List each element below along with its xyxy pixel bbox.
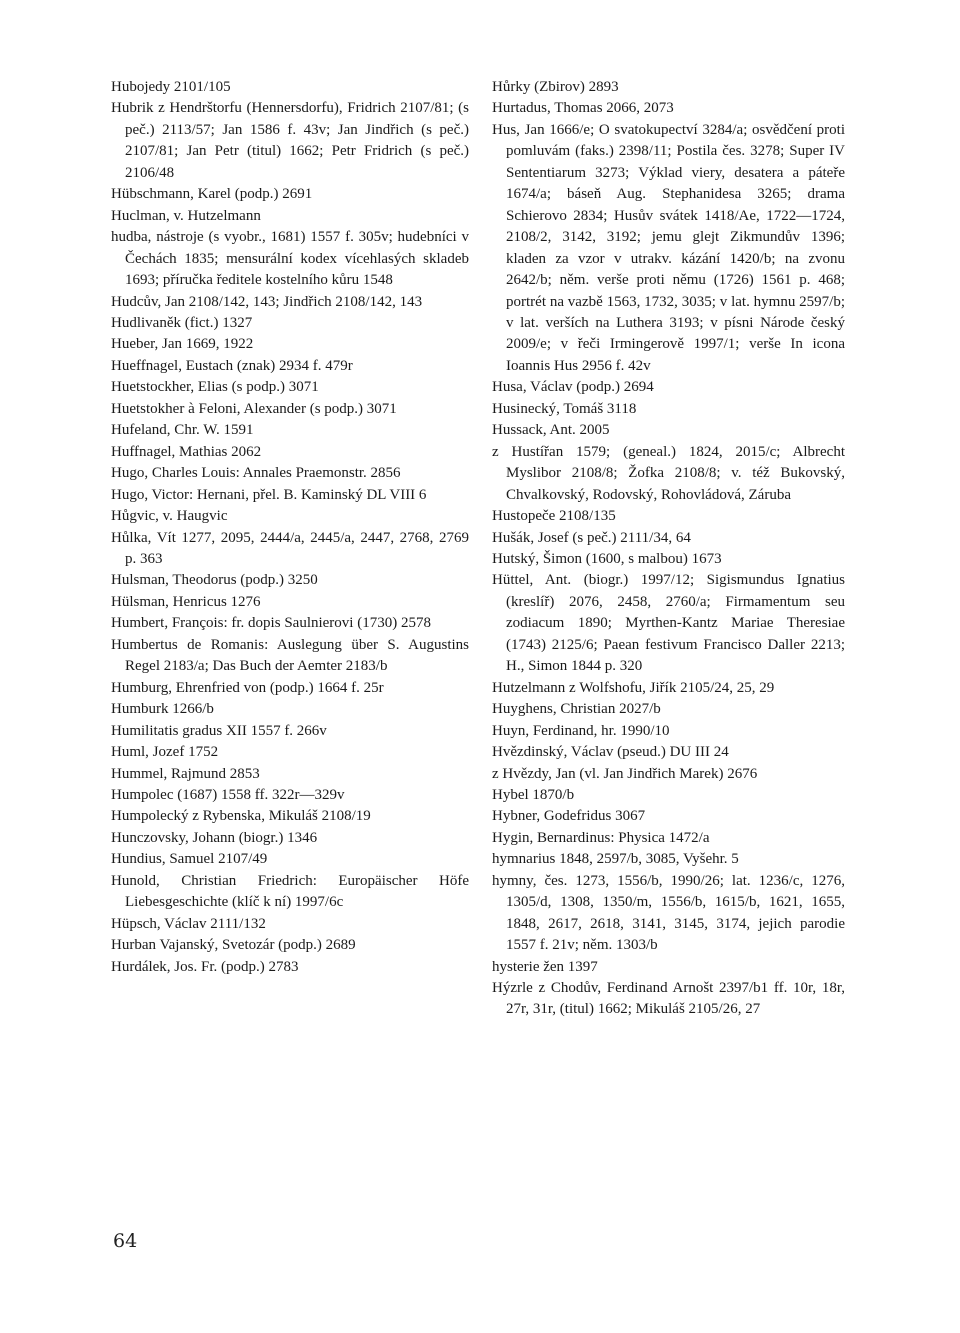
index-entry: Hüttel, Ant. (biogr.) 1997/12; Sigismundus Ignatius (kreslíř) 2076, 2458, 2760/a; Firmamentum seu zodiacum 1890; Myrthen-Kantz Mariae Theresiae (1743) 2125/6; Paean festivum Francisco Daller 2213; H., Simon 1844 p. 320 <box>492 572 845 675</box>
index-entry: Huml, Jozef 1752 <box>111 744 219 761</box>
index-entry: Humilitatis gradus XII 1557 f. 266v <box>111 722 327 739</box>
index-entry: Hülsman, Henricus 1276 <box>111 593 261 610</box>
index-entry: Hufeland, Chr. W. 1591 <box>111 422 254 439</box>
index-entry: Huyn, Ferdinand, hr. 1990/10 <box>492 722 670 739</box>
index-entry: hysterie žen 1397 <box>492 958 598 975</box>
index-entry: Hůgvic, v. Haugvic <box>111 508 228 525</box>
index-entry: Hueffnagel, Eustach (znak) 2934 f. 479r <box>111 357 353 374</box>
index-entry: Hundius, Samuel 2107/49 <box>111 851 268 868</box>
right-column <box>492 77 845 1021</box>
index-entry: Humpolec (1687) 1558 ff. 322r—329v <box>111 786 345 803</box>
index-entry: Hugo, Victor: Hernani, přel. B. Kaminský DL VIII 6 <box>111 486 427 503</box>
index-entry: Hygin, Bernardinus: Physica 1472/a <box>492 829 710 846</box>
index-entry: Hunold, Christian Friedrich: Europäischer Höfe Liebesgeschichte (klíč k ní) 1997/6c <box>111 872 469 911</box>
index-entry: Huetstokher à Feloni, Alexander (s podp.) 3071 <box>111 400 397 417</box>
index-entry: Hybner, Godefridus 3067 <box>492 808 646 825</box>
index-entry: Hurtadus, Thomas 2066, 2073 <box>492 100 674 117</box>
left-column <box>111 77 469 978</box>
index-entry: hymny, čes. 1273, 1556/b, 1990/26; lat. 1236/c, 1276, 1305/d, 1308, 1350/m, 1556/b, 1615/b, 1621, 1655, 1848, 2617, 2618, 3141, 3145, 3174, jejich parodie 1557 f. 21v; něm. 1303/b <box>492 872 845 954</box>
index-entry: Hurban Vajanský, Svetozár (podp.) 2689 <box>111 937 356 954</box>
index-entry: Hubojedy 2101/105 <box>111 79 231 95</box>
index-entry: Hussack, Ant. 2005 <box>492 422 610 439</box>
index-entry: Hutzelmann z Wolfshofu, Jiřík 2105/24, 25, 29 <box>492 679 775 696</box>
index-entry: Hubrik z Hendrštorfu (Hennersdorfu), Fridrich 2107/81; (s peč.) 2113/57; Jan 1586 f. 43v; Jan Jindřich (s peč.) 2107/81; Jan Petr (titul) 1662; Petr Fridrich (s peč.) 2106/48 <box>111 100 469 181</box>
index-entry: Hueber, Jan 1669, 1922 <box>111 336 254 353</box>
index-entry: Hýzrle z Chodův, Ferdinand Arnošt 2397/b1 ff. 10r, 18r, 27r, 31r, (titul) 1662; Mikuláš 2105/26, 27 <box>492 980 845 1018</box>
index-entry: Hulsman, Theodorus (podp.) 3250 <box>111 572 318 589</box>
index-entry: Humburk 1266/b <box>111 701 214 718</box>
index-entry: Hüpsch, Václav 2111/132 <box>111 915 266 932</box>
index-entry: Huyghens, Christian 2027/b <box>492 701 661 718</box>
index-entry: Husinecký, Tomáš 3118 <box>492 400 637 417</box>
index-entry: Humbert, François: fr. dopis Saulnierovi (1730) 2578 <box>111 615 431 632</box>
index-entry: Humpolecký z Rybenska, Mikuláš 2108/19 <box>111 808 371 825</box>
index-entry: Hübschmann, Karel (podp.) 2691 <box>111 186 313 203</box>
index-entry: Hunczovsky, Johann (biogr.) 1346 <box>111 829 318 846</box>
index-entry: Hůlka, Vít 1277, 2095, 2444/a, 2445/a, 2447, 2768, 2769 p. 363 <box>111 529 469 567</box>
index-entry: Hušák, Josef (s peč.) 2111/34, 64 <box>492 529 691 546</box>
index-entry: Hugo, Charles Louis: Annales Praemonstr. 2856 <box>111 465 401 482</box>
index-entry: Hybel 1870/b <box>492 786 575 803</box>
index-entry: Hudcův, Jan 2108/142, 143; Jindřich 2108/142, 143 <box>111 293 423 310</box>
index-entry: z Hvězdy, Jan (vl. Jan Jindřich Marek) 2676 <box>492 765 758 782</box>
page-number: 64 <box>113 1230 138 1252</box>
index-entry: Hummel, Rajmund 2853 <box>111 765 260 782</box>
index-entry: Humburg, Ehrenfried von (podp.) 1664 f. 25r <box>111 679 384 696</box>
index-entry: Hustopeče 2108/135 <box>492 508 616 525</box>
index-entry: hudba, nástroje (s vyobr., 1681) 1557 f. 305v; hudebníci v Čechách 1835; mensurální kodex vícehlasých skladeb 1693; příručka ředitele kostelního kůru 1548 <box>111 229 469 289</box>
index-entry: z Hustířan 1579; (geneal.) 1824, 2015/c; Albrecht Myslibor 2108/8; Žofka 2108/8; v. též Bukovský, Chvalkovský, Rodovský, Rohovládová, Záruba <box>492 443 845 503</box>
index-entry: Huetstockher, Elias (s podp.) 3071 <box>111 379 319 396</box>
index-entry: Hvězdinský, Václav (pseud.) DU III 24 <box>492 744 729 761</box>
index-entry: Hůrky (Zbirov) 2893 <box>492 79 619 95</box>
index-entry: Huclman, v. Hutzelmann <box>111 207 261 224</box>
index-entry: Hus, Jan 1666/e; O svatokupectví 3284/a; osvědčení proti pomluvám (faks.) 2398/11; Postila čes. 3278; Super IV Sententiarum 3273; Výklad viery, desatera a páteře 1674/a; báseň Aug. Stephanidesa 3265; drama Schierovo 2834; Husův svátek 1418/Ae, 1722—1724, 2108/2, 3142, 3192; jemu glejt Zikmundův 1396; kladen za vzor v utrakv. kázání 1420/b; na zvonu 2642/b; něm. verše proti němu (1726) 1561 p. 468; portrét na vazbě 1563, 1732, 3035; v lat. hymnu 2597/b; v lat. verších na Luthera 3193; v písni Národe český 2009/e; v řeči Irmingerově 1997/1; verše In icona Ioannis Hus 2956 f. 42v <box>492 121 845 374</box>
index-entry: hymnarius 1848, 2597/b, 3085, Vyšehr. 5 <box>492 851 739 868</box>
index-entry: Hurdálek, Jos. Fr. (podp.) 2783 <box>111 958 299 975</box>
index-entry: Hutský, Šimon (1600, s malbou) 1673 <box>492 550 722 567</box>
index-entry: Husa, Václav (podp.) 2694 <box>492 379 654 396</box>
index-entry: Hudlivaněk (fict.) 1327 <box>111 314 253 331</box>
index-entry: Huffnagel, Mathias 2062 <box>111 443 262 460</box>
index-entry: Humbertus de Romanis: Auslegung über S. Augustins Regel 2183/a; Das Buch der Aemter 2183/b <box>111 636 469 675</box>
